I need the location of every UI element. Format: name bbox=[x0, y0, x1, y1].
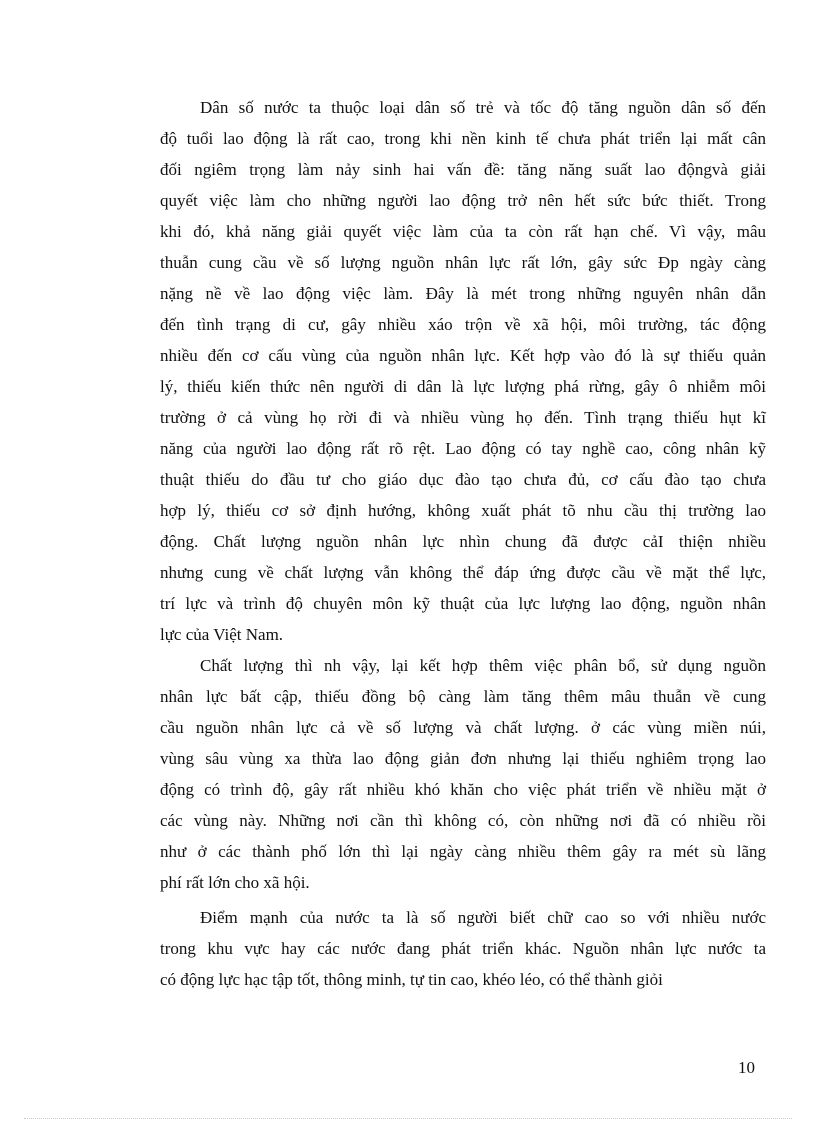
text-line: lực của Việt Nam. bbox=[160, 625, 284, 644]
page-number: 10 bbox=[738, 1058, 755, 1077]
text-line: phí rất lớn cho xã hội. bbox=[160, 873, 310, 892]
paragraph-3 bbox=[160, 902, 766, 995]
text-line: cầu nguồn nhân lực cả về số lượng và chất lượng. ở các vùng miền núi, bbox=[160, 718, 766, 737]
text-line: như ở các thành phố lớn thì lại ngày càng nhiều thêm gây ra mét sù lãng bbox=[160, 842, 766, 861]
text-line: hợp lý, thiếu cơ sở định hướng, không xuất phát tõ nhu cầu thị trường lao bbox=[160, 501, 766, 520]
text-line: vùng sâu vùng xa thừa lao động giản đơn nhưng lại thiếu nghiêm trọng lao bbox=[160, 749, 766, 768]
page-bottom-rule bbox=[24, 1118, 792, 1119]
text-line: thuật thiếu do đầu tư cho giáo dục đào tạo chưa đủ, cơ cấu đào tạo chưa bbox=[160, 470, 766, 489]
text-line: lý, thiếu kiến thức nên người di dân là lực lượng phá rừng, gây ô nhiễm môi bbox=[160, 377, 766, 396]
text-line: khi đó, khả năng giải quyết việc làm của ta còn rất hạn chế. Vì vậy, mâu bbox=[160, 222, 766, 241]
text-line: đối ngiêm trọng làm nảy sinh hai vấn đề: tăng năng suất lao độngvà giải bbox=[160, 160, 766, 179]
text-line: Dân số nước ta thuộc loại dân số trẻ và tốc độ tăng nguồn dân số đến bbox=[200, 98, 766, 117]
text-line: nhân lực bất cập, thiếu đồng bộ càng làm tăng thêm mâu thuẫn về cung bbox=[160, 687, 766, 706]
text-line: trí lực và trình độ chuyên môn kỹ thuật của lực lượng lao động, nguồn nhân bbox=[160, 594, 766, 613]
text-line: trong khu vực hay các nước đang phát triển khác. Nguồn nhân lực nước ta bbox=[160, 939, 766, 958]
text-line: động có trình độ, gây rất nhiều khó khăn cho việc phát triển về nhiều mặt ở bbox=[160, 780, 766, 799]
text-line: quyết việc làm cho những người lao động trở nên hết sức bức thiết. Trong bbox=[160, 191, 766, 210]
text-line: nhiều đến cơ cấu vùng của nguồn nhân lực. Kết hợp vào đó là sự thiếu quản bbox=[160, 346, 766, 365]
text-line: nặng nề về lao động việc làm. Đây là mét trong những nguyên nhân dẫn bbox=[160, 284, 766, 303]
text-line: Chất lượng thì nh vậy, lại kết hợp thêm việc phân bổ, sử dụng nguồn bbox=[200, 656, 766, 675]
paragraph-1 bbox=[160, 92, 766, 650]
text-line: thuẫn cung cầu về số lượng nguồn nhân lực rất lớn, gây sức Ðp ngày càng bbox=[160, 253, 766, 272]
body-text bbox=[160, 92, 766, 995]
text-line: có động lực hạc tập tốt, thông minh, tự tin cao, khéo léo, có thể thành giỏi bbox=[160, 970, 663, 989]
text-line: động. Chất lượng nguồn nhân lực nhìn chung đã được cảI thiện nhiều bbox=[160, 532, 766, 551]
text-line: năng của người lao động rất rõ rệt. Lao động có tay nghề cao, công nhân kỹ bbox=[160, 439, 766, 458]
text-line: đến tình trạng di cư, gây nhiều xáo trộn về xã hội, môi trường, tác động bbox=[160, 315, 766, 334]
text-line: trường ở cả vùng họ rời đi và nhiều vùng họ đến. Tình trạng thiếu hụt kĩ bbox=[160, 408, 766, 427]
text-line: độ tuổi lao động là rất cao, trong khi nền kinh tế chưa phát triển lại mất cân bbox=[160, 129, 766, 148]
text-line: nhưng cung về chất lượng vẫn không thể đáp ứng được cầu về mặt thể lực, bbox=[160, 563, 766, 582]
text-line: các vùng này. Những nơi cần thì không có, còn những nơi đã có nhiều rồi bbox=[160, 811, 766, 830]
paragraph-2 bbox=[160, 650, 766, 898]
text-line: Điểm mạnh của nước ta là số người biết chữ cao so với nhiều nước bbox=[200, 908, 766, 927]
